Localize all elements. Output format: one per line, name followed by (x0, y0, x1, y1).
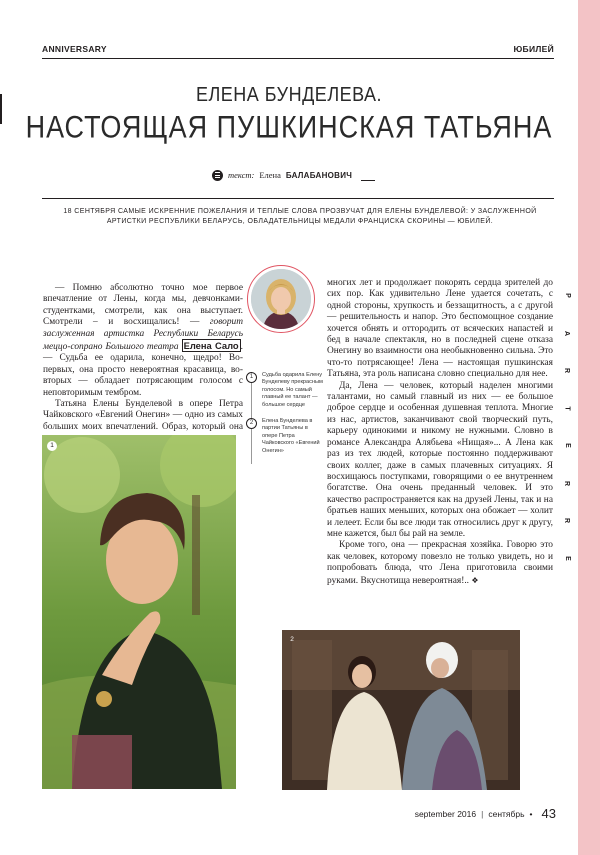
paragraph-text: — Помню абсолютно точно мое первое впечатление от Лены, когда мы, девчонками-студентками, смотрели, как она выступает. Смотрели – и восхищались! — (43, 283, 243, 328)
running-header (42, 44, 554, 58)
article-title-main: НАСТОЯЩАЯ ПУШКИНСКАЯ ТАТЬЯНА (25, 109, 553, 145)
speaker-portrait-image (251, 269, 311, 329)
lead-rule (42, 198, 554, 199)
page-edge-band (578, 0, 600, 855)
section-label-letter: R (563, 518, 571, 524)
paragraph (327, 540, 553, 587)
portrait-photo-image (42, 435, 236, 789)
portrait-photo (42, 435, 236, 789)
paragraph-text: . — Судьба ее одарила, конечно, щедро! Во-первых, она просто невероятная красавица, во-вторых — обладает потрясающим голосом с неповторимым тембром. (43, 342, 244, 398)
footer-issue-en: september 2016 (414, 808, 477, 819)
paragraph: многих лет и продолжает покорять сердца зрителей до сих пор. Как удивительно Лене удается сочетать, с одной стороны, хрупкость и беззащитность, а с другой — решительность и напор. Это беспомощное создание хочется обнять и оттородить от всяческих напастей и бед в начале спектакля, но в последней сцене отказа Онегину во взаимности она необыкновенно сильна. Это что-то потрясающее! Лена — настоящая пушкинская Татьяна, эта роль написана словно специально для нее. (327, 278, 553, 380)
header-rubric-ru: ЮБИЛЕЙ (513, 44, 554, 54)
paragraph-text: Кроме того, она — прекрасная хозяйка. Говорю это как человек, которому повезло не только увидеть, но и попробовать блюда, что Лена приготовила своими руками. Вкуснотища невероятная!.. (327, 540, 553, 586)
quoted-person-name: Елена Сало (183, 340, 239, 352)
section-label-letter: A (563, 330, 571, 336)
stage-photo-image (282, 630, 520, 790)
byline-label: текст: (228, 170, 255, 180)
header-rubric-en: ANNIVERSARY (42, 44, 107, 54)
paragraph (43, 283, 243, 399)
section-label-letter: R (563, 368, 571, 374)
photo-caption (249, 372, 323, 409)
caption-number: 1 (246, 372, 257, 383)
photo-number: 1 (47, 441, 57, 451)
page-footer (415, 806, 556, 821)
photo-caption (249, 418, 323, 455)
quote-attribution: говорит заслуженная артистка Республики Беларусь меццо-сопрано Большого театра (43, 317, 243, 353)
section-label-letter: R (563, 480, 571, 486)
byline-author-first: Елена (259, 170, 281, 180)
section-label-vertical (561, 292, 573, 562)
section-label-letter: P (563, 293, 571, 298)
stage-photo (282, 630, 520, 790)
footer-issue-ru: сентябрь (488, 808, 525, 819)
speaker-portrait-photo (251, 269, 311, 329)
footer-separator: | (481, 808, 484, 819)
byline-author-last: БАЛАБАНОВИЧ (285, 170, 353, 180)
page-number: 43 (541, 806, 556, 821)
byline-dash (361, 180, 375, 181)
photo-captions (251, 372, 323, 464)
caption-text: Елена Бунделева в партии Татьяны в опере Петра Чайковского «Евгений Онегин» (262, 418, 320, 454)
text-column-left (43, 283, 243, 445)
byline (212, 168, 352, 182)
paragraph: Да, Лена — человек, который наделен многими талантами, но самый главный из них — ее большое доброе сердце и особенная душевная теплота. Многие из нас, артистов, заканчивают свой творческий путь, карьеру одинокими и никому не нужными. Словно в романсе Александра Алябьева «Нищая»... А Лена как раз из тех людей, которые постоянно поддерживают своих коллег, даже в самых плачевных ситуациях. Я восхищаюсь поступками, говорящими о ее внутреннем богатстве. Она очень преданный человек. И это качество распространяется как на друзей Лены, так и на братьев наших меньших, которых она обожает — холит и лелеет. Если бы все люди так относились друг к другу, мне кажется, был бы рай на земле. (327, 380, 553, 539)
article-title-name: ЕЛЕНА БУНДЕЛЕВА. (195, 82, 383, 106)
section-label-letter: T (563, 406, 571, 411)
section-label-letter: E (563, 556, 571, 561)
section-label-letter: E (563, 443, 571, 449)
text-column-right (327, 278, 553, 587)
caption-number: 2 (246, 418, 257, 429)
paragraph: Татьяна Елены Бунделевой в опере Петра Чайковского «Евгений Онегин» — одно из самых больших моих впечатлений. Образ, который она (43, 399, 243, 432)
end-mark-icon: ❖ (471, 575, 479, 585)
footer-bullet: • (529, 808, 533, 819)
photo-number: 2 (290, 636, 294, 643)
article-lead: 18 СЕНТЯБРЯ САМЫЕ ИСКРЕННИЕ ПОЖЕЛАНИЯ И ТЕПЛЫЕ СЛОВА ПРОЗВУЧАТ ДЛЯ ЕЛЕНЫ БУНДЕЛЕВОЙ: У ЗАСЛУЖЕННОЙ АРТИСТКИ РЕСПУБЛИКИ БЕЛАРУСЬ, ОБЛАДАТЕЛЬНИЦЫ МЕДАЛИ ФРАНЦИСКА СКОРИНЫ — ЮБИЛЕЙ. (63, 208, 537, 225)
menu-lines-icon (212, 170, 223, 181)
header-rule (42, 58, 554, 59)
caption-text: Судьба одарила Елену Бунделеву прекрасным голосом. Но самый главный ее талант — большое сердце (262, 372, 323, 408)
